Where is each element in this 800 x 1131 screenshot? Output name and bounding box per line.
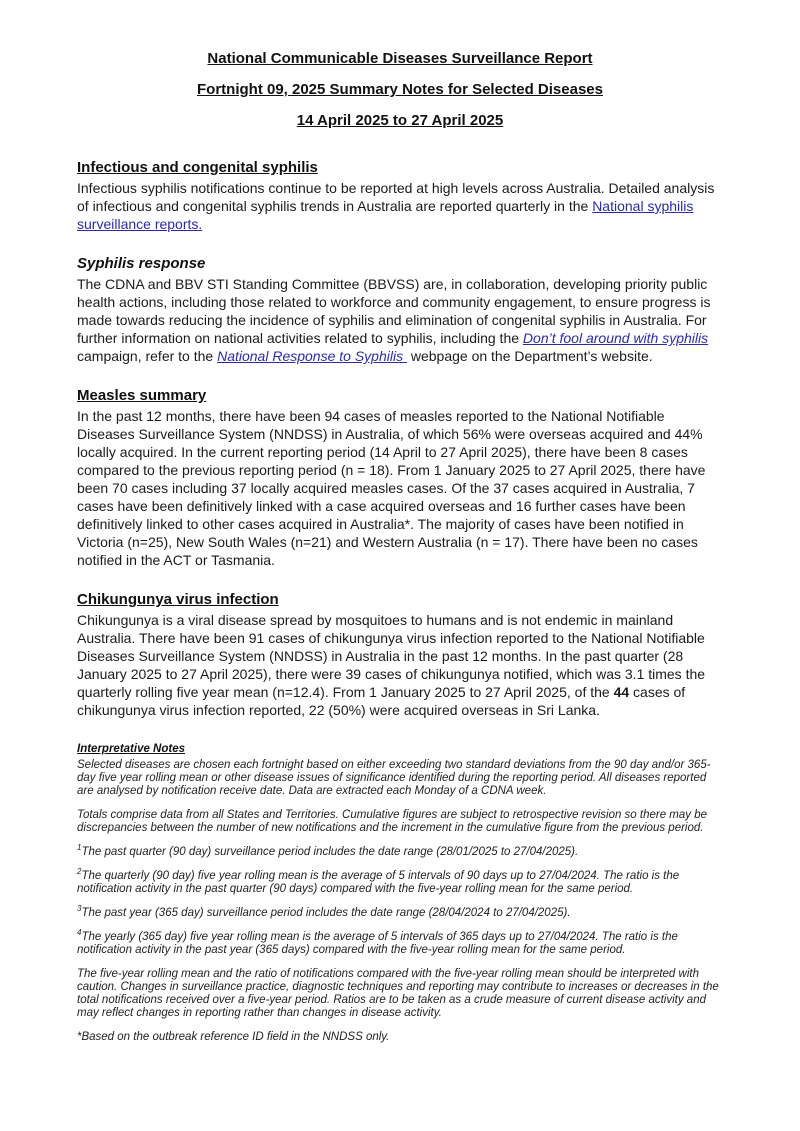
footnote-3 <box>77 904 723 920</box>
report-date-range: 14 April 2025 to 27 April 2025 <box>296 112 504 129</box>
footnote-1-text: The past quarter (90 day) surveillance period includes the date range (28/01/2025 to 27/04/2025). <box>81 846 579 858</box>
chikungunya-paragraph <box>77 611 723 719</box>
heading-measles-summary: Measles summary <box>77 387 207 404</box>
section-interpretative-notes <box>77 743 723 1044</box>
syphilis-response-paragraph <box>77 275 723 365</box>
footnote-2-marker: 2 <box>77 867 82 877</box>
infectious-syphilis-text: Infectious syphilis notifications continue to be reported at high levels across Australia. Detailed analysis of infectious and congenital syphilis trends in Australia are reported quarterly in the <box>77 180 715 214</box>
footnote-4 <box>77 928 723 957</box>
heading-chikungunya: Chikungunya virus infection <box>77 591 279 608</box>
footnote-4-text: The yearly (365 day) five year rolling mean is the average of 5 intervals of 365 days up to 27/04/2024. The ratio is the notification activity in the past year (365 days) compared with the five-year rolling mean for the same period. <box>77 931 678 956</box>
heading-syphilis-response: Syphilis response <box>77 255 206 272</box>
heading-infectious-syphilis: Infectious and congenital syphilis <box>77 159 318 176</box>
syphilis-response-text-3: webpage on the Department’s website. <box>406 348 653 364</box>
heading-interpretative-notes: Interpretative Notes <box>77 743 186 755</box>
chikungunya-text-1: Chikungunya is a viral disease spread by mosquitoes to humans and is not endemic in mainland Australia. There have been 91 cases of chikungunya virus infection reported to the National Notifiable Diseases Surveillance System (NNDSS) in Australia in the past 12 months. In the past quarter (28 January 2025 to 27 April 2025), there were 39 cases of chikungunya notified, which was 3.1 times the quarterly rolling five year mean (n=12.4). From 1 January 2025 to 27 April 2025, of the <box>77 612 706 700</box>
chikungunya-text-2: cases of chikungunya virus infection reported, 22 (50%) were acquired overseas in Sri Lanka. <box>77 684 686 718</box>
notes-totals-caveat: Totals comprise data from all States and Territories. Cumulative figures are subject to retrospective revision so there may be discrepancies between the number of new notifications and the increment in the cumulative figure from the previous period. <box>77 809 708 834</box>
footnote-1-marker: 1 <box>77 843 82 853</box>
chikungunya-bold-case-count: 44 <box>613 684 630 700</box>
footnote-1 <box>77 843 723 859</box>
footnote-3-marker: 3 <box>77 904 82 914</box>
report-subtitle: Fortnight 09, 2025 Summary Notes for Selected Diseases <box>197 81 603 98</box>
dont-fool-around-with-syphilis-link[interactable]: Don’t fool around with syphilis <box>522 330 709 346</box>
measles-summary-paragraph: In the past 12 months, there have been 94 cases of measles reported to the National Notifiable Diseases Surveillance System (NNDSS) in Australia, of which 56% were overseas acquired and 44% locally acquired. In the current reporting period (14 April to 27 April 2025), there have been 8 cases compared to the previous reporting period (n = 18). From 1 January 2025 to 27 April 2025, there have been 70 cases including 37 locally acquired measles cases. Of the 37 cases acquired in Australia, 7 cases have been definitively linked with a case acquired overseas and 16 further cases have been definitively linked to other cases acquired in Australia*. The majority of cases have been notified in Victoria (n=25), New South Wales (n=21) and Western Australia (n = 17). There have been no cases notified in the ACT or Tasmania. <box>77 408 706 568</box>
infectious-syphilis-paragraph <box>77 179 723 233</box>
report-title-block <box>77 50 723 129</box>
section-syphilis-response <box>77 255 723 365</box>
section-chikungunya <box>77 591 723 719</box>
section-infectious-syphilis <box>77 159 723 233</box>
notes-caution-paragraph: The five-year rolling mean and the ratio of notifications compared with the five-year rolling mean should be interpreted with caution. Changes in surveillance practice, diagnostic techniques and reporting may contribute to increases or decreases in the total notifications received over a five-year period. Ratios are to be taken as a crude measure of current disease activity and may reflect changes in reporting rather than changes in disease activity. <box>77 968 719 1019</box>
syphilis-response-text-2: campaign, refer to the <box>77 348 218 364</box>
national-syphilis-surveillance-reports-link[interactable]: National syphilis surveillance reports. <box>77 198 694 232</box>
section-measles-summary <box>77 387 723 569</box>
footnote-2-text: The quarterly (90 day) five year rolling mean is the average of 5 intervals of 90 days up to 27/04/2024. The ratio is the notification activity in the past quarter (90 days) compared with the five-year rolling mean for the same period. <box>77 870 680 895</box>
national-response-to-syphilis-link[interactable]: National Response to Syphilis <box>217 348 407 364</box>
notes-selection-criteria: Selected diseases are chosen each fortnight based on either exceeding two standard deviations from the 90 day and/or 365-day five year rolling mean or other disease issues of significance identified during the reporting period. All diseases reported are analysed by notification receive date. Data are extracted each Monday of a CDNA week. <box>77 759 711 797</box>
footnote-2 <box>77 867 723 896</box>
footnote-3-text: The past year (365 day) surveillance period includes the date range (28/04/2024 to 27/04/2025). <box>81 907 571 919</box>
notes-asterisk-footnote: *Based on the outbreak reference ID field in the NNDSS only. <box>77 1031 390 1043</box>
report-title: National Communicable Diseases Surveillance Report <box>207 50 593 67</box>
syphilis-response-text-1: The CDNA and BBV STI Standing Committee (BBVSS) are, in collaboration, developing priority public health actions, including those related to workforce and community engagement, to ensure progress is made towards reducing the incidence of syphilis and elimination of congenital syphilis in Australia. For further information on national activities related to syphilis, including the <box>77 276 711 346</box>
footnote-4-marker: 4 <box>77 928 82 938</box>
